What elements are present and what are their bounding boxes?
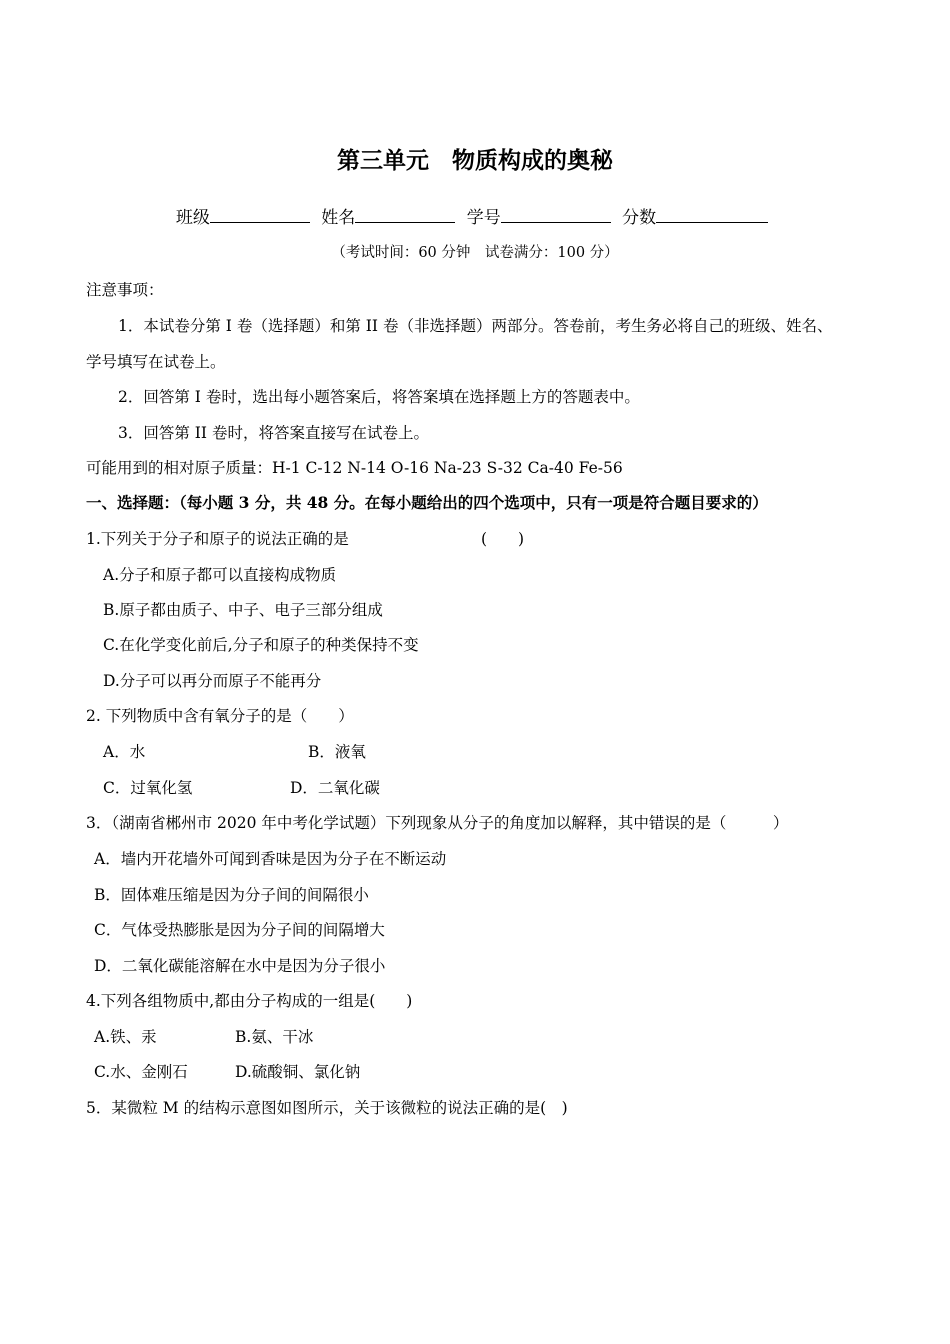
id-label: 学号 xyxy=(466,208,501,228)
class-blank[interactable] xyxy=(210,204,310,223)
question-4-stem: 4.下列各组物质中,都由分子构成的一组是( ) xyxy=(86,992,413,1010)
question-1-option-d: D.分子可以再分而原子不能再分 xyxy=(103,672,322,690)
question-4-option-b: B.氨、干冰 xyxy=(235,1028,314,1046)
class-label: 班级 xyxy=(175,208,210,228)
question-2-option-d: D．二氧化碳 xyxy=(290,779,380,797)
name-label: 姓名 xyxy=(321,208,356,228)
question-3-stem: 3．（湖南省郴州市 2020 年中考化学试题）下列现象从分子的角度加以解释，其中错误的是（ ） xyxy=(86,814,789,832)
question-3-option-b: B．固体难压缩是因为分子间的间隔很小 xyxy=(94,886,369,904)
question-4-option-d: D.硫酸铜、氯化钠 xyxy=(235,1063,361,1081)
question-5-stem: 5．某微粒 M 的结构示意图如图所示，关于该微粒的说法正确的是( ) xyxy=(86,1099,568,1117)
section-heading: 一、选择题：（每小题 3 分，共 48 分。在每小题给出的四个选项中，只有一项是符合题目要求的） xyxy=(86,493,768,512)
question-3-option-a: A．墙内开花墙外可闻到香味是因为分子在不断运动 xyxy=(94,850,447,868)
question-4-option-c: C.水、金刚石 xyxy=(94,1063,188,1081)
question-3-option-d: D．二氧化碳能溶解在水中是因为分子很小 xyxy=(94,957,386,975)
score-blank[interactable] xyxy=(656,204,768,223)
note-item-1-cont: 学号填写在试卷上。 xyxy=(86,353,226,371)
note-item-1: 1．本试卷分第 I 卷（选择题）和第 II 卷（非选择题）两部分。答卷前，考生务必将自己的班级、姓名、 xyxy=(118,317,833,335)
score-label: 分数 xyxy=(622,208,657,228)
question-1-option-b: B.原子都由质子、中子、电子三部分组成 xyxy=(103,601,383,619)
student-info-row xyxy=(0,204,950,230)
exam-time-info: （考试时间：60 分钟 试卷满分：100 分） xyxy=(331,245,619,261)
notes-heading: 注意事项： xyxy=(86,281,164,299)
question-2-option-b: B．液氧 xyxy=(308,743,366,761)
question-4-option-a: A.铁、汞 xyxy=(94,1028,157,1046)
question-1-option-c: C.在化学变化前后,分子和原子的种类保持不变 xyxy=(103,636,419,654)
question-1-option-a: A.分子和原子都可以直接构成物质 xyxy=(103,566,337,584)
id-blank[interactable] xyxy=(501,204,611,223)
note-item-3: 3．回答第 II 卷时，将答案直接写在试卷上。 xyxy=(118,424,429,442)
note-item-2: 2．回答第 I 卷时，选出每小题答案后，将答案填在选择题上方的答题表中。 xyxy=(118,388,640,406)
question-2-option-a: A．水 xyxy=(103,743,146,761)
atomic-masses: 可能用到的相对原子质量：H-1 C-12 N-14 O-16 Na-23 S-32 Ca-40 Fe-56 xyxy=(86,459,623,477)
question-1-stem: 1.下列关于分子和原子的说法正确的是 xyxy=(86,530,349,548)
name-blank[interactable] xyxy=(355,204,455,223)
question-2-stem: 2. 下列物质中含有氧分子的是（ ） xyxy=(86,707,354,725)
question-1-answer-blank[interactable]: ( ) xyxy=(481,530,525,548)
page-title: 第三单元 物质构成的奥秘 xyxy=(337,148,613,174)
question-3-option-c: C．气体受热膨胀是因为分子间的间隔增大 xyxy=(94,921,385,939)
question-2-option-c: C．过氧化氢 xyxy=(103,779,193,797)
